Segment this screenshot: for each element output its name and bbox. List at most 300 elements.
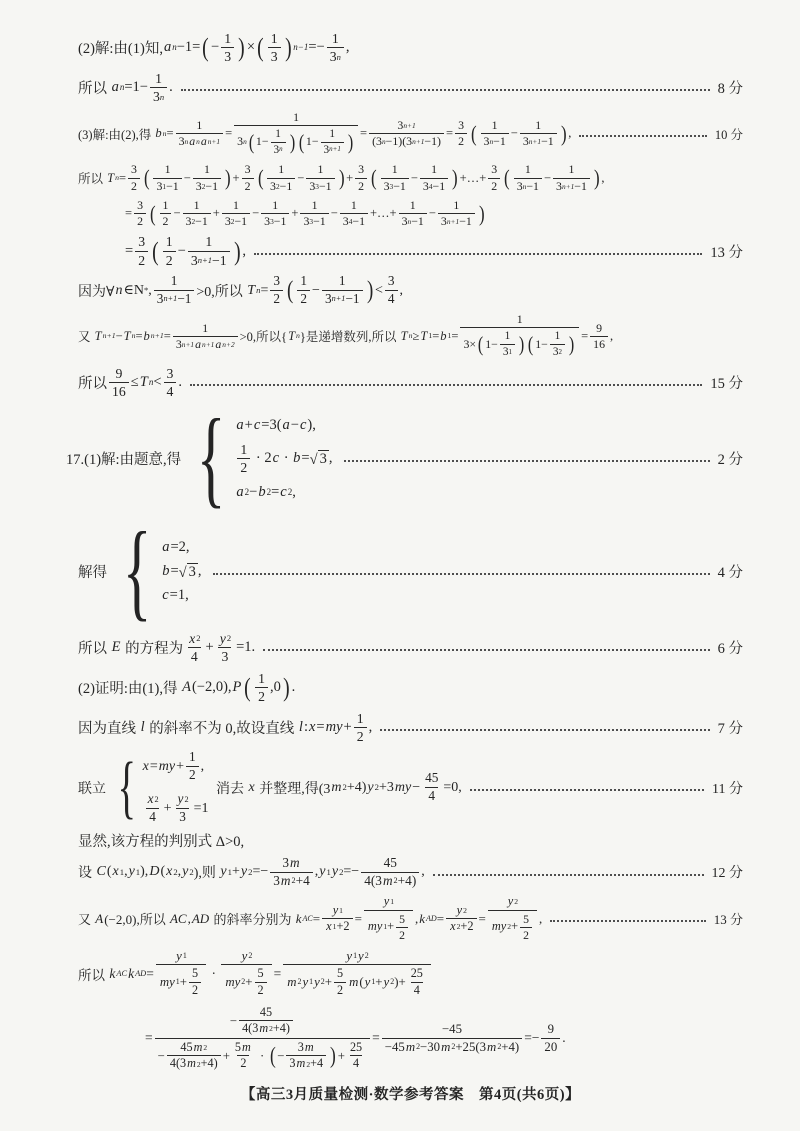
text: 3: [237, 134, 244, 149]
text: 1: [205, 234, 213, 250]
text: 2: [240, 460, 248, 476]
text: −1: [393, 178, 406, 193]
math-content: [66, 397, 336, 519]
subscript: n: [148, 377, 154, 388]
text: −1: [526, 178, 539, 193]
fraction: [232, 1040, 255, 1072]
numerator: [488, 162, 500, 177]
fraction: [500, 329, 515, 359]
fraction: [488, 894, 537, 944]
text: )+: [394, 975, 406, 990]
text: 1: [193, 197, 200, 212]
numerator: [152, 70, 165, 87]
subscript: n: [196, 137, 200, 147]
solution-line: [78, 110, 743, 159]
numerator: [355, 162, 367, 177]
numerator: [270, 273, 283, 290]
text: ,: [421, 864, 425, 880]
dotted-leader: [190, 383, 702, 386]
text: +4): [346, 779, 367, 795]
text: −1: [166, 178, 179, 193]
math-variable: a: [215, 336, 222, 351]
math-variable: c: [272, 450, 280, 467]
superscript: 2: [184, 794, 189, 804]
text: <: [374, 282, 383, 298]
denominator: [420, 178, 448, 194]
numerator: [257, 1005, 275, 1021]
denominator: [327, 47, 344, 65]
text: −: [290, 416, 299, 433]
denominator: [167, 1055, 221, 1072]
numerator: [177, 1040, 210, 1056]
fraction: [174, 791, 192, 826]
denominator: [520, 927, 532, 943]
text: −1): [424, 134, 441, 149]
subscript: AD: [426, 913, 437, 923]
text: 2: [258, 689, 265, 705]
subscript: 1: [447, 331, 452, 341]
text: 1: [317, 162, 324, 177]
math-variable: a: [162, 538, 170, 555]
big-paren: (: [298, 129, 305, 154]
subscript: 1: [390, 896, 395, 906]
case-rows: [161, 539, 201, 605]
denominator: [261, 213, 289, 229]
subscript: 2: [173, 867, 178, 878]
subscript: 2: [507, 922, 512, 932]
text: 1: [196, 118, 203, 133]
text: 3: [273, 872, 280, 888]
text: +2: [336, 919, 350, 934]
fraction: [164, 365, 177, 401]
dotted-leader: [344, 459, 709, 462]
text: =: [432, 328, 440, 343]
solution-line: [66, 397, 743, 519]
superscript: n: [522, 181, 527, 191]
denominator: [455, 133, 467, 149]
math-variable: a: [200, 134, 207, 149]
denominator: [590, 336, 608, 352]
numerator: [315, 162, 327, 177]
text: ×: [246, 39, 255, 56]
denominator: [306, 178, 334, 194]
text: 1: [554, 330, 561, 343]
fraction: [322, 903, 352, 936]
text: 1: [504, 330, 511, 343]
text: 1: [300, 273, 308, 289]
text: 3: [273, 273, 280, 289]
denominator: [364, 910, 413, 944]
math-content: [78, 365, 182, 401]
math-variable: T: [400, 328, 408, 343]
denominator: [188, 251, 230, 269]
text: =−: [308, 39, 325, 56]
solution-line: [78, 670, 743, 706]
superscript: 2: [196, 633, 201, 644]
text: 3: [556, 178, 562, 193]
text: −1: [411, 214, 424, 229]
text: −: [115, 328, 123, 343]
subscript: 1: [383, 922, 388, 932]
superscript: 2: [269, 1024, 273, 1034]
dotted-leader: [181, 88, 710, 91]
text: ,: [292, 483, 296, 500]
math-content: [78, 670, 295, 706]
text: 1: [224, 31, 232, 46]
text: 3: [264, 214, 271, 229]
text: +: [222, 1048, 230, 1063]
numerator: [514, 312, 526, 327]
text: +: [387, 919, 395, 934]
math-variable: y: [240, 864, 248, 880]
math-variable: x: [147, 791, 154, 807]
fraction: [109, 365, 129, 401]
text: 5: [523, 912, 529, 926]
numerator: [189, 966, 201, 982]
text: +: [163, 800, 172, 816]
math-variable: my: [491, 919, 507, 934]
numerator: [238, 948, 256, 964]
square-root: [179, 563, 198, 581]
numerator: [347, 1040, 365, 1056]
case-row: [142, 791, 209, 826]
math-content: [78, 710, 372, 746]
text: 3×: [463, 336, 477, 351]
text: 3: [221, 649, 229, 665]
numerator: [185, 630, 203, 647]
math-content: [145, 1004, 566, 1074]
math-variable: c: [280, 483, 287, 500]
text: 20: [544, 1039, 558, 1054]
case-row: [235, 484, 295, 501]
subscript: 2: [390, 977, 395, 987]
subscript: n+1: [202, 339, 215, 349]
text: 的斜率不为 0,故设直线: [145, 721, 298, 738]
text: 3: [138, 234, 146, 250]
text: +…+: [459, 170, 487, 185]
fraction: [520, 118, 557, 150]
text: =1−: [124, 79, 148, 96]
text: ,: [368, 719, 373, 736]
denominator: [255, 982, 267, 999]
numerator: [232, 1040, 255, 1056]
text: ,: [610, 328, 614, 343]
math-variable: a: [195, 336, 202, 351]
text: 1: [203, 162, 210, 177]
math-variable: A: [182, 679, 191, 696]
numerator: [162, 162, 174, 177]
denominator: [425, 787, 438, 805]
text: 3: [401, 214, 408, 229]
text: 5: [399, 912, 405, 926]
score-label: 4 分: [717, 565, 743, 582]
denominator: [153, 178, 181, 194]
text: 1: [535, 118, 542, 133]
text: 9: [596, 320, 603, 335]
numerator: [275, 162, 287, 177]
text: =: [170, 563, 179, 580]
superscript: *: [143, 285, 149, 296]
fraction: [381, 162, 409, 194]
case-row: [235, 441, 332, 477]
superscript: n: [336, 51, 341, 62]
math-variable: m: [487, 1039, 497, 1054]
fraction: [283, 948, 431, 1000]
text: 16: [112, 384, 126, 400]
numerator: [520, 912, 532, 927]
text: =: [149, 758, 158, 774]
fraction: [135, 233, 148, 269]
score-label: 12 分: [711, 866, 743, 882]
text: 3: [522, 134, 529, 149]
subscript: 2: [320, 977, 325, 987]
fraction: [488, 162, 500, 194]
fraction: [286, 1040, 326, 1072]
big-paren: (: [257, 165, 264, 191]
text: ≥: [412, 328, 420, 343]
denominator: [361, 872, 419, 890]
equation-system: [111, 510, 202, 632]
text: ,: [187, 910, 191, 926]
superscript: n−1: [293, 42, 309, 53]
math-content: [78, 162, 605, 194]
big-paren: ): [518, 332, 525, 357]
subscript: 1: [227, 867, 232, 878]
fraction: [460, 312, 579, 361]
denominator: [109, 382, 129, 400]
denominator: [221, 964, 271, 999]
math-content: [78, 273, 403, 308]
big-paren: ): [282, 672, 290, 702]
numerator: [326, 127, 338, 142]
text: =: [301, 450, 310, 467]
numerator: [199, 321, 211, 336]
text: 3: [516, 178, 523, 193]
denominator: [488, 910, 537, 944]
text: 3: [303, 214, 310, 229]
fraction: [193, 162, 221, 194]
text: =1.: [236, 639, 256, 656]
text: 45: [180, 1039, 193, 1054]
subscript: 1: [428, 331, 433, 341]
big-paren: ): [568, 332, 575, 357]
fraction: [385, 273, 398, 308]
denominator: [237, 458, 250, 476]
text: −1: [432, 178, 446, 193]
numerator: [394, 118, 418, 133]
denominator: [135, 251, 148, 269]
denominator: [385, 290, 398, 308]
superscript: 3: [389, 181, 394, 191]
case-row: [235, 417, 315, 434]
text: 1: [170, 273, 178, 289]
denominator: [154, 290, 195, 308]
text: 4: [149, 809, 156, 825]
dotted-leader: [470, 788, 704, 791]
denominator: [297, 290, 310, 308]
text: −1: [279, 178, 293, 193]
case-row: [161, 587, 189, 604]
fraction: [361, 855, 419, 890]
fraction: [438, 198, 475, 230]
text: +: [324, 975, 332, 990]
fraction: [271, 127, 286, 157]
math-variable: y: [314, 975, 320, 990]
math-variable: y: [241, 948, 248, 963]
text: +: [291, 206, 299, 221]
big-paren: ): [560, 121, 567, 147]
subscript: 1: [119, 867, 125, 878]
text: 2: [491, 178, 498, 193]
math-variable: c: [253, 416, 261, 433]
score-label: 13 分: [713, 912, 743, 928]
text: −1: [345, 291, 360, 307]
fraction: [144, 791, 162, 826]
text: ,: [399, 282, 404, 298]
solution-line: [78, 894, 743, 944]
text: · 2: [252, 450, 272, 467]
math-variable: y: [319, 864, 326, 880]
text: −: [229, 1013, 238, 1028]
dotted-leader: [433, 873, 704, 876]
math-content: [78, 510, 205, 632]
footer-exam-title: 【高三3月质量检测·: [240, 1087, 374, 1104]
numerator: [268, 30, 281, 47]
math-variable: y: [302, 975, 309, 990]
denominator: [176, 808, 189, 826]
math-variable: l: [298, 719, 303, 736]
text: ,: [197, 563, 202, 580]
fraction: [176, 118, 224, 150]
text: =: [163, 328, 171, 343]
text: ,: [345, 39, 350, 56]
text: 3: [329, 49, 337, 65]
fraction: [242, 162, 254, 194]
text: 因为∀: [78, 284, 115, 300]
numerator: [389, 162, 401, 177]
solution-line: [145, 1004, 743, 1074]
math-variable: x: [189, 630, 196, 646]
radical-sign: √: [178, 564, 187, 581]
text: 并整理,得(3: [255, 781, 331, 797]
text: 2: [162, 214, 169, 229]
score-label: 8 分: [717, 81, 743, 98]
text: =−: [524, 1030, 540, 1046]
fraction: [128, 162, 140, 194]
text: =: [125, 206, 133, 221]
numerator: [334, 966, 346, 982]
text: 的斜率分别为: [210, 912, 295, 928]
equation-system: [110, 749, 208, 826]
denominator: [286, 1055, 326, 1072]
text: 2: [300, 291, 308, 307]
text: 1: [356, 710, 364, 726]
text: 2: [273, 291, 280, 307]
text: ),: [307, 416, 316, 433]
superscript: 2: [196, 1059, 201, 1069]
text: −1: [205, 178, 219, 193]
denominator: [500, 344, 515, 360]
superscript: n: [159, 91, 165, 102]
case-row: [161, 539, 189, 556]
text: :: [303, 719, 308, 736]
fraction: [334, 966, 346, 998]
fraction: [408, 966, 426, 998]
denominator: [150, 87, 167, 105]
case-row: [161, 563, 201, 581]
text: =: [360, 126, 368, 141]
text: 1−: [535, 336, 548, 351]
superscript: 2: [374, 782, 379, 793]
text: +25(3: [455, 1039, 487, 1054]
text: +: [245, 975, 253, 990]
numerator: [354, 710, 367, 727]
text: 2: [458, 134, 464, 149]
math-variable: y: [383, 893, 390, 908]
numerator: [135, 233, 148, 250]
text: +4): [200, 1056, 218, 1071]
math-variable: l: [140, 719, 145, 736]
math-variable: x: [112, 864, 119, 880]
score-label: 11 分: [712, 781, 743, 797]
math-variable: my: [367, 919, 383, 934]
superscript: 4: [428, 181, 433, 191]
text: (2)解:由(1)知,: [78, 41, 163, 58]
solution-line: [125, 198, 743, 230]
math-variable: a: [163, 39, 172, 56]
text: =: [273, 965, 282, 981]
math-variable: m: [287, 975, 297, 990]
math-variable: a: [111, 79, 119, 96]
text: =: [354, 910, 362, 926]
text: ,: [414, 910, 419, 926]
text: 3: [273, 143, 280, 156]
text: 5: [337, 966, 344, 981]
big-paren: (: [149, 200, 156, 226]
solution-line: [78, 312, 743, 361]
fraction: [481, 118, 509, 150]
text: =: [581, 328, 589, 343]
numerator: [309, 198, 321, 213]
denominator: [541, 1038, 560, 1055]
text: >0,所以: [196, 284, 247, 300]
text: =: [260, 282, 269, 298]
subscript: 1: [339, 905, 343, 915]
brace-icon: {: [122, 510, 152, 632]
text: −45: [441, 1022, 462, 1037]
text: 所以: [78, 376, 107, 393]
text: 3: [175, 336, 182, 351]
text: 1: [202, 320, 209, 335]
math-variable: A: [95, 910, 104, 926]
text: (3)解:由(2),得: [78, 127, 155, 142]
text: =: [271, 483, 280, 500]
text: 3: [483, 134, 490, 149]
dotted-leader: [254, 252, 702, 255]
math-variable: y: [346, 948, 353, 963]
text: 又: [78, 330, 94, 345]
score-label: 6 分: [717, 641, 743, 658]
denominator: [438, 213, 475, 229]
fraction: [186, 749, 199, 784]
text: +: [205, 639, 214, 656]
text: −: [510, 126, 518, 141]
score-label: 2 分: [717, 452, 743, 469]
superscript: n+1: [446, 217, 460, 227]
text: (: [106, 864, 112, 880]
solution-line: [78, 749, 743, 826]
text: 4: [190, 649, 198, 665]
